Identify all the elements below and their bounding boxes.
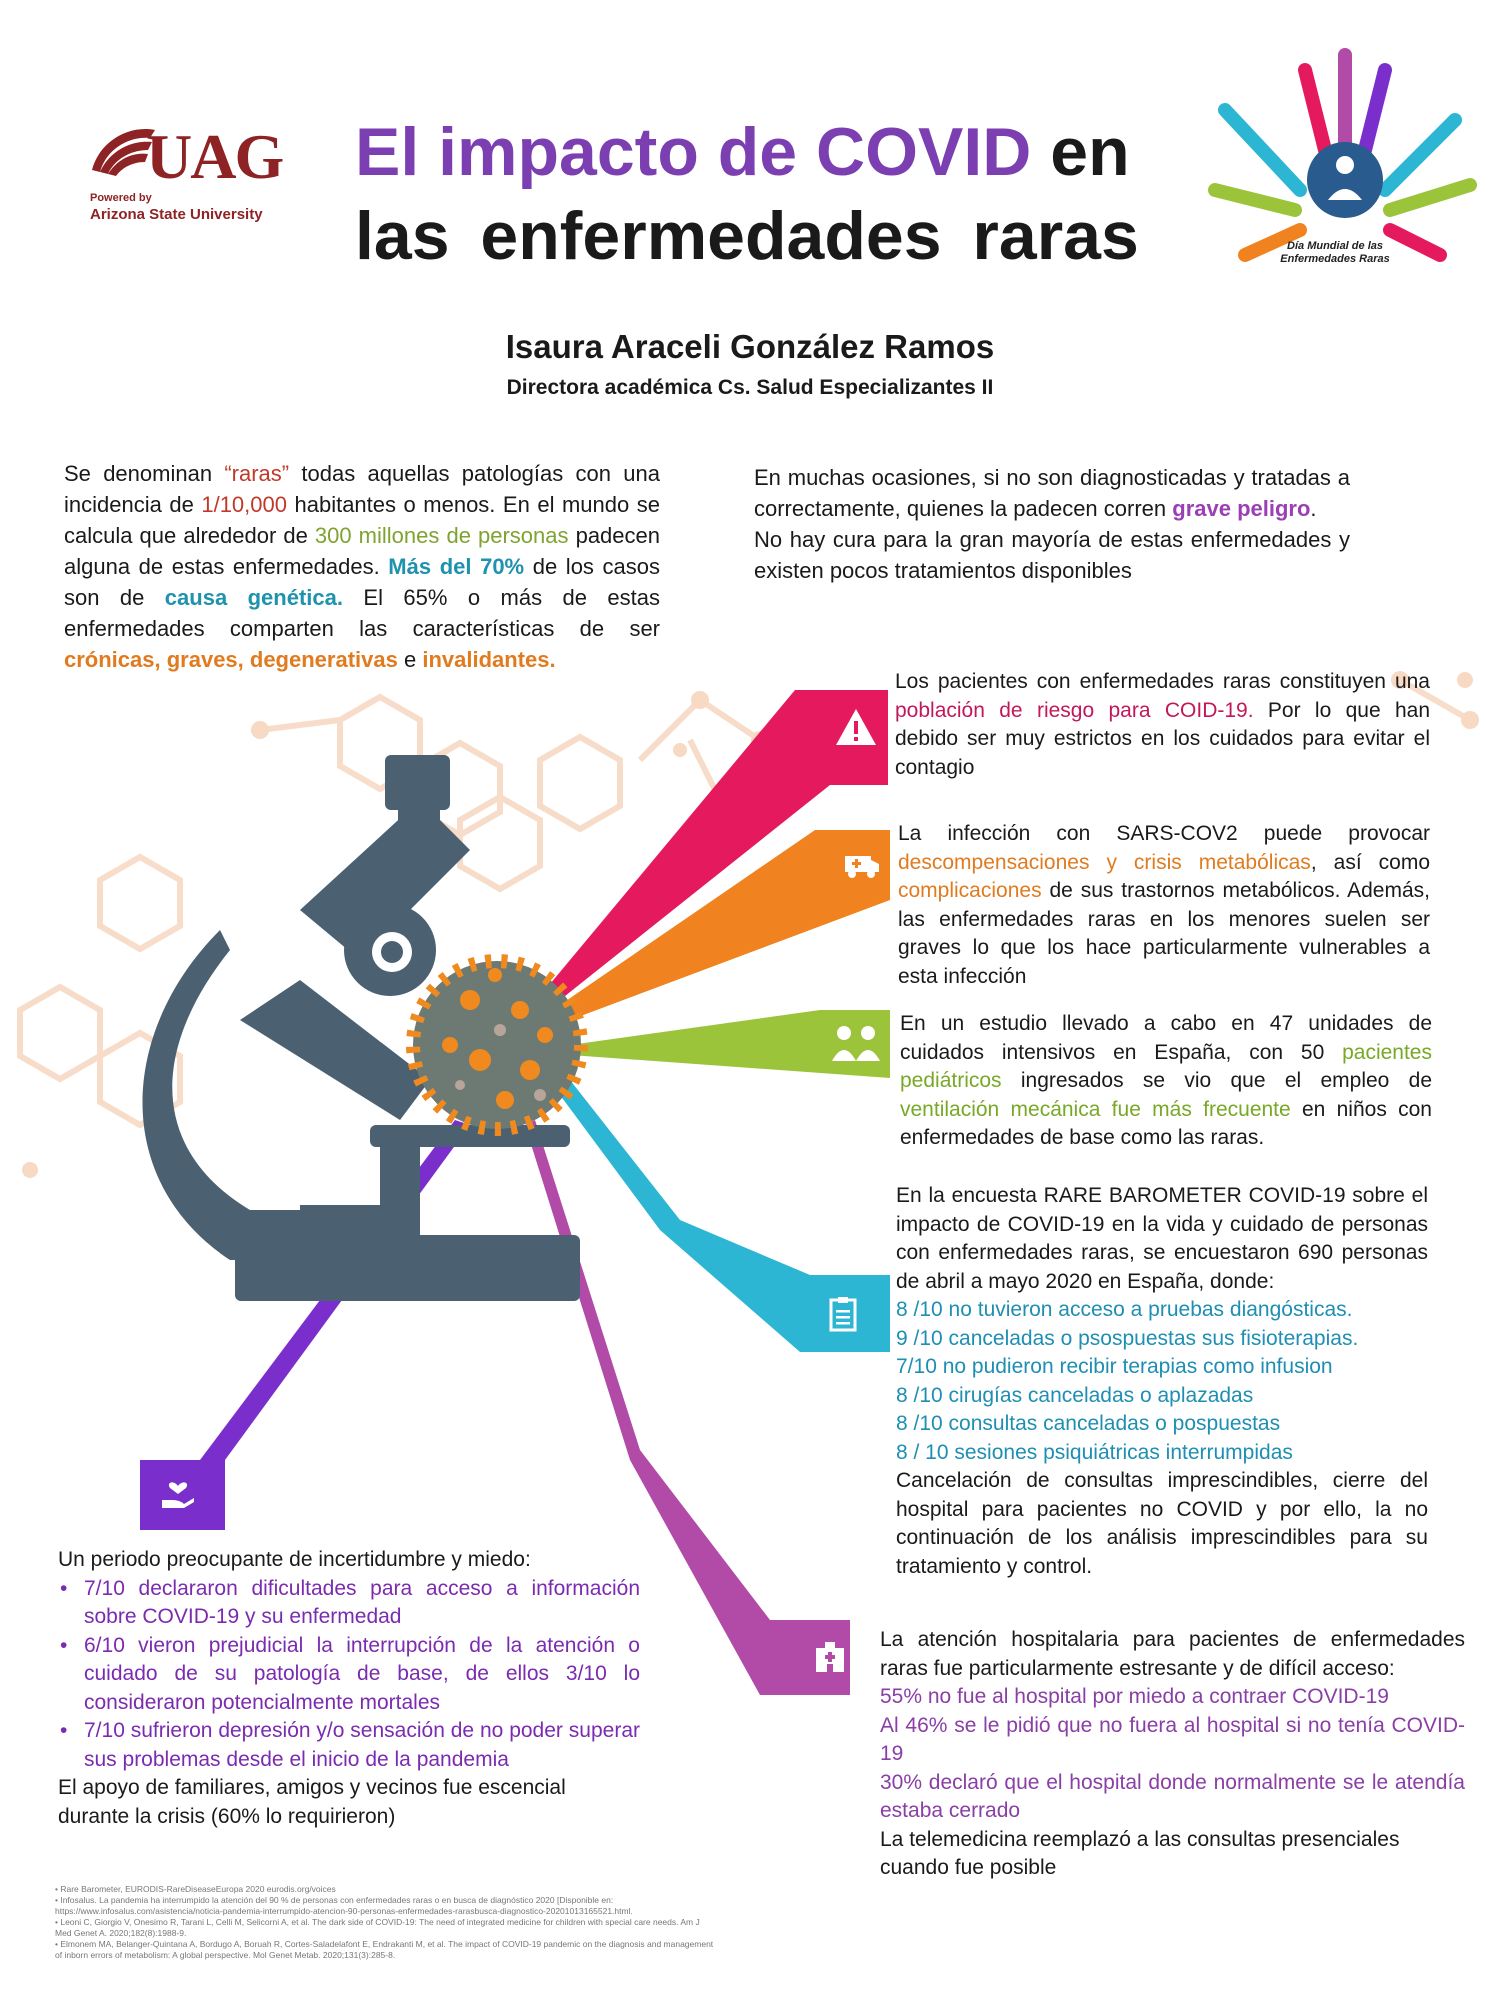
barometer-item: 8 /10 consultas canceladas o pospuestas bbox=[896, 1412, 1281, 1435]
author-name: Isaura Araceli González Ramos bbox=[505, 328, 995, 365]
reference-item: • Infosalus. La pandemia ha interrumpido la atención del 90 % de personas con enfermedades raras o en busca de diagnóstico 2020 [Disponible en: https://www.infosalus.com/asistencia/noticia-pandemia-interrumpido-atencion-90-personas-enfermedades-rarasbusca-diagnostico-20201013165521.html. bbox=[55, 1895, 633, 1916]
barometer-item: 8 / 10 sesiones psiquiátricas interrumpidas bbox=[896, 1440, 1293, 1464]
hospital-outro: La telemedicina reemplazó a las consultas presenciales cuando fue posible bbox=[880, 1827, 1400, 1879]
reference-item: • Rare Barometer, EURODIS-RareDiseaseEuropa 2020 eurodis.org/voices bbox=[55, 1884, 336, 1894]
title-highlight: El impacto de COVID bbox=[355, 114, 1032, 190]
title-rest: en bbox=[1031, 114, 1130, 190]
poster-title bbox=[355, 110, 1175, 278]
ambulance-icon bbox=[843, 848, 881, 880]
uag-logo-text: UAG bbox=[146, 121, 283, 192]
list-item: • 7/10 sufrieron depresión y/o sensación de no poder superar sus problemas desde el inicio de la pandemia bbox=[84, 1717, 640, 1774]
warning-icon bbox=[832, 705, 880, 749]
box-risk-population: Los pacientes con enfermedades raras constituyen una población de riesgo para COID-19. Por lo que han debido ser muy estrictos en los cuidados para evitar el contagio bbox=[895, 670, 1431, 779]
references bbox=[55, 1884, 715, 1961]
barometer-item: 8 /10 cirugías canceladas o aplazadas bbox=[896, 1383, 1254, 1407]
day-logo-line1: Día Mundial de las bbox=[1287, 240, 1383, 252]
hospital-icon bbox=[812, 1640, 848, 1674]
no-cure-text: No hay cura para la gran mayoría de estas enfermedades y existen pocos tratamientos disponibles bbox=[754, 527, 1350, 583]
uag-powered-by: Powered by bbox=[90, 192, 152, 204]
list-item: • 6/10 vieron prejudicial la interrupción de la atención o cuidado de su patología de base, de ellos 3/10 lo consideraron potencialmente mortales bbox=[84, 1632, 640, 1718]
rare-disease-day-logo bbox=[1200, 40, 1470, 280]
box-hospital-care bbox=[880, 1626, 1465, 1883]
hospital-item: 55% no fue al hospital por miedo a contraer COVID-19 bbox=[880, 1685, 1389, 1708]
box-uncertainty bbox=[58, 1546, 640, 1831]
heart-hand-icon bbox=[160, 1480, 196, 1510]
doctors-icon bbox=[830, 1023, 882, 1063]
box-rare-barometer bbox=[896, 1182, 1428, 1581]
reference-item: • Elmonem MA, Belanger-Quintana A, Bordugo A, Boruah R, Cortes-Saladelafont E, Endrakanti M, et al. The impact of COVID-19 pandemic on the diagnosis and management of inborn errors of metabolism: A global perspective. Mol Genet Metab. 2020;131(3):285-8. bbox=[55, 1939, 714, 1960]
box-icu-study: En un estudio llevado a cabo en 47 unidades de cuidados intensivos en España, con 50 pacientes pediátricos ingresados se vio que el empleo de ventilación mecánica fue más frecuente en niños con enfermedades de base como las raras. bbox=[900, 1012, 1432, 1149]
uag-logo bbox=[88, 120, 298, 230]
title-line2: las enfermedades raras bbox=[355, 198, 1139, 274]
hospital-intro: La atención hospitalaria para pacientes de enfermedades raras fue particularmente estresante y de difícil acceso: bbox=[880, 1628, 1465, 1680]
barometer-item: 9 /10 canceladas o psospuestas sus fisioterapias. bbox=[896, 1326, 1359, 1350]
barometer-outro: Cancelación de consultas imprescindibles, cierre del hospital para pacientes no COVID y por ello, la no continuación de los análisis imprescindibles para su tratamiento y control. bbox=[896, 1469, 1428, 1578]
uncertainty-intro: Un periodo preocupante de incertidumbre y miedo: bbox=[58, 1548, 531, 1571]
clipboard-icon bbox=[828, 1296, 858, 1332]
box-metabolic-crisis: La infección con SARS-COV2 puede provocar descompensaciones y crisis metabólicas, así como complicaciones de sus trastornos metabólicos. Además, las enfermedades raras en los menores suelen ser graves lo que los hace particularmente vulnerables a esta infección bbox=[898, 822, 1430, 988]
right-intro-paragraph: En muchas ocasiones, si no son diagnosticadas y tratadas a correctamente, quienes la padecen corren grave peligro. No hay cura para la gran mayoría de estas enfermedades y existen pocos tratamientos disponibles bbox=[754, 462, 1350, 586]
rare-disease-day-caption bbox=[1250, 240, 1420, 266]
barometer-item: 8 /10 no tuvieron acceso a pruebas diangósticas. bbox=[896, 1298, 1353, 1321]
barometer-intro: En la encuesta RARE BAROMETER COVID-19 sobre el impacto de COVID-19 en la vida y cuidado de personas con enfermedades raras, se encuestaron 690 personas de abril a mayo 2020 en España, donde: bbox=[896, 1184, 1428, 1293]
author-role: Directora académica Cs. Salud Especializantes II bbox=[506, 376, 994, 399]
intro-paragraph: Se denominan “raras” todas aquellas patologías con una incidencia de 1/10,000 habitantes o menos. En el mundo se calcula que alrededor de 300 millones de personas padecen alguna de estas enfermedades. Más del 70% de los casos son de causa genética. El 65% o más de estas enfermedades comparten las características de ser crónicas, graves, degenerativas e invalidantes. bbox=[64, 461, 661, 672]
hospital-item: Al 46% se le pidió que no fuera al hospital si no tenía COVID-19 bbox=[880, 1713, 1465, 1765]
reference-item: • Leoni C, Giorgio V, Onesimo R, Tarani L, Celli M, Selicorni A, et al. The dark side of COVID-19: The need of integrated medicine for children with special care needs. Am J Med Genet A. 2020;182(8):1988-9. bbox=[55, 1917, 700, 1938]
barometer-item: 7/10 no pudieron recibir terapias como infusion bbox=[896, 1355, 1333, 1378]
uncertainty-list bbox=[58, 1575, 640, 1775]
list-item: • 7/10 declararon dificultades para acceso a información sobre COVID-19 y su enfermedad bbox=[84, 1575, 640, 1632]
uncertainty-outro: El apoyo de familiares, amigos y vecinos fue escencial durante la crisis (60% lo requirieron) bbox=[58, 1776, 566, 1828]
hospital-item: 30% declaró que el hospital donde normalmente se le atendía estaba cerrado bbox=[880, 1770, 1465, 1822]
uag-asu: Arizona State University bbox=[90, 206, 263, 223]
virus-illustration bbox=[413, 961, 581, 1129]
day-logo-line2: Enfermedades Raras bbox=[1280, 253, 1390, 265]
